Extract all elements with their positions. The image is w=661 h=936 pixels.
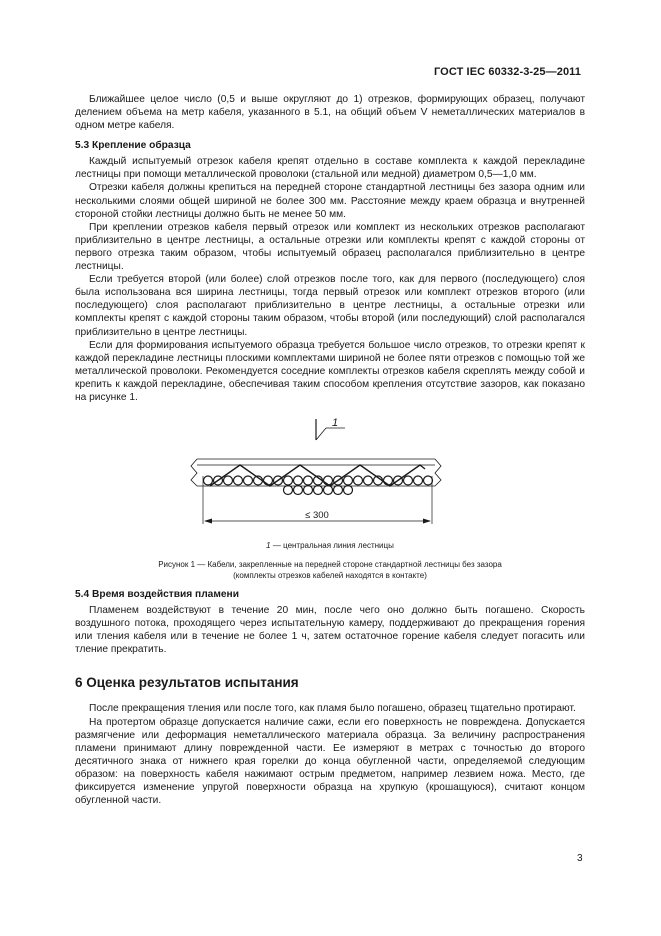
figure-caption [75, 559, 585, 581]
page-number: 3 [577, 853, 583, 864]
section-5-4-paragraph-1: Пламенем воздействуют в течение 20 мин, после чего оно должно быть погашено. Скорость воздушного потока, проходящего через испытательную камеру, поддерживают до прекращения горения или тления кабеля или в течение не более 1 ч, затем остаточное горение кабеля следует погасить или тление прекратить. [75, 605, 585, 656]
figure-1 [75, 414, 585, 581]
section-6-paragraph-2: На протертом образце допускается наличие сажи, если его поверхность не повреждена. Допускается размягчение или деформация неметаллического материала образца. За величину распространения пламени принимают длину поврежденной части. Ее измеряют в метрах с точностью до второго десятичного знака от нижнего края горелки до конца обугленной части, определяемой следующим образом: на поверхность кабеля нажимают острым предметом, например лезвием ножа. Место, где фиксируется изменение упругой поверхности образца на хрупкую (крошащуюся), считают концом обугленной части. [75, 716, 585, 807]
section-5-4-title: 5.4 Время воздействия пламени [75, 589, 239, 601]
callout-leader-diagonal [316, 428, 326, 440]
figure-caption-line-1: Рисунок 1 — Кабели, закрепленные на передней стороне стандартной лестницы без зазора [158, 560, 502, 570]
section-5-3-paragraph-1: Каждый испытуемый отрезок кабеля крепят отдельно в составе комплекта к каждой перекладине лестницы при помощи металлической проволоки (стальной или медной) диаметром 0,5—1,0 мм. [75, 156, 585, 181]
callout-label: 1 [332, 417, 339, 430]
dimension-arrow-right [423, 519, 431, 524]
paragraph-object-count: Ближайшее целое число (0,5 и выше округляют до 1) отрезков, формирующих образец, получают делением объема на метр кабеля, указанного в 5.1, на общий объем V неметаллических материалов в одном метре кабеля. [75, 94, 585, 132]
section-6-title: 6 Оценка результатов испытания [75, 675, 299, 691]
section-6-paragraph-1: После прекращения тления или после того, как пламя было погашено, образец тщательно протирают. [89, 703, 576, 715]
legend-text: — центральная линия лестницы [270, 541, 394, 551]
page-content [75, 93, 585, 807]
figure-legend [75, 540, 585, 551]
section-5-3-paragraph-4: Если требуется второй (или более) слой отрезков после того, как для первого (последующего) слоя была использована вся ширина лестницы, тогда первый отрезок или комплект отрезков второго (или последующего) слоя располагают приблизительно в центре лестницы, а остальные отрезки или комплекты крепят с каждой стороны таким образом, чтобы второй (или последующий) слой располагался приблизительно в центре лестницы. [75, 274, 585, 338]
document-code-header: ГОСТ IEC 60332-3-25—2011 [433, 66, 581, 78]
ladder-cable-diagram [75, 414, 585, 539]
dimension-label: ≤ 300 [305, 510, 329, 522]
section-5-3-paragraph-5: Если для формирования испытуемого образца требуется большое число отрезков, то отрезки крепят к каждой перекладине лестницы плоскими комплектами шириной не более пяти отрезков с помощью той же металлической проволоки. Рекомендуется соседние комплекты отрезков кабеля скреплять между собой и крепить к каждой перекладине, обеспечивая таким способом крепления отсутствие зазоров, как показано на рисунке 1. [75, 339, 585, 403]
break-line-left [191, 459, 197, 486]
section-5-3-paragraph-3: При креплении отрезков кабеля первый отрезок или комплект из нескольких отрезков располагают приблизительно в центре лестницы, а остальные отрезки или комплекты крепят с каждой стороны от первого отрезка таким образом, чтобы испытуемый образец располагался приблизительно в центре лестницы. [75, 221, 585, 273]
section-5-3-paragraph-2: Отрезки кабеля должны крепиться на передней стороне стандартной лестницы без зазора одним или несколькими слоями общей шириной не более 300 мм. Расстояние между краем образца и внутренней стороной стойки лестницы должно быть не менее 50 мм. [75, 182, 585, 220]
section-5-3-title: 5.3 Крепление образца [75, 140, 191, 152]
figure-caption-line-2: (комплекты отрезков кабелей находятся в контакте) [233, 571, 427, 581]
dimension-arrow-left [204, 519, 212, 524]
legend-number: 1 [266, 541, 271, 551]
break-line-right [435, 459, 441, 486]
cable-row-bottom [284, 486, 353, 495]
